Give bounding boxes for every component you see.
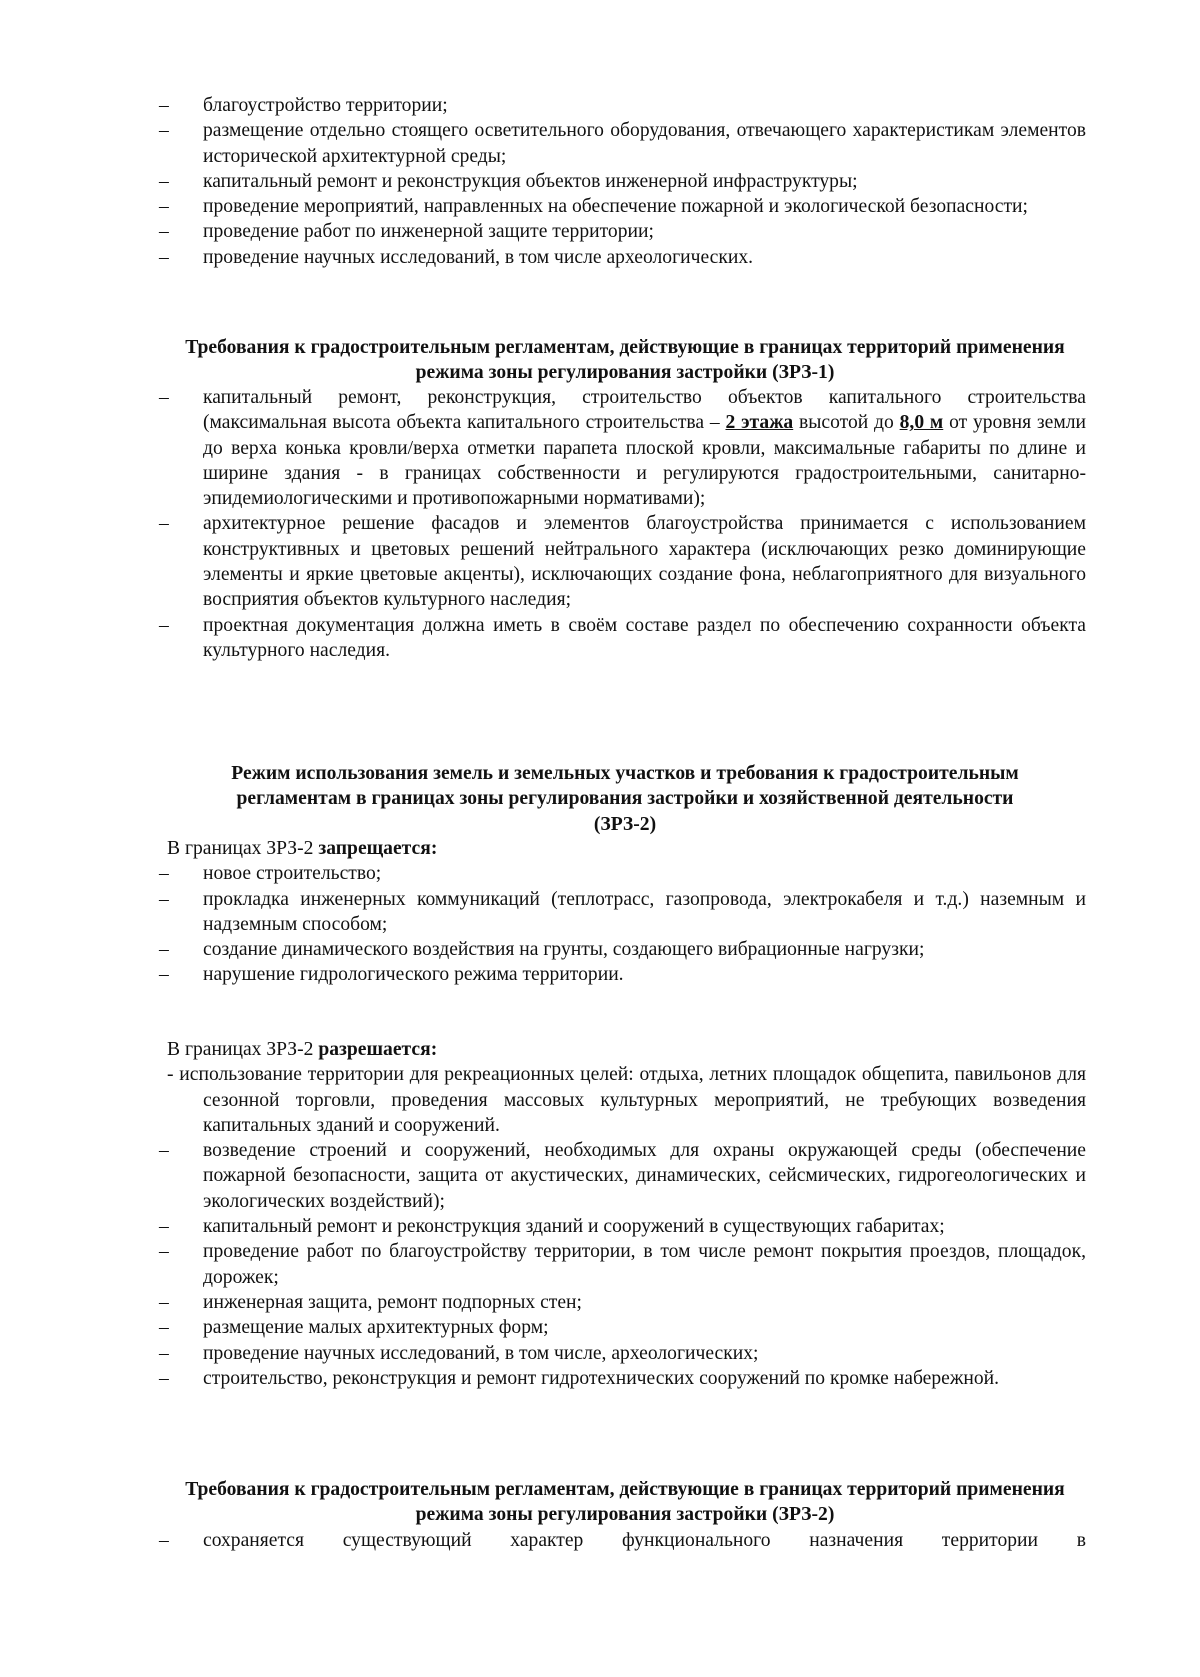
list-permitted-works <box>167 93 1086 270</box>
prohibited-section <box>167 836 1086 988</box>
list-item: – сохраняется существующий характер функционального назначения территории в <box>167 1528 1086 1553</box>
list-item: – благоустройство территории; <box>167 93 1086 118</box>
list-item: – капитальный ремонт и реконструкция объектов инженерной инфраструктуры; <box>167 169 1086 194</box>
list-item: – создание динамического воздействия на грунты, создающего вибрационные нагрузки; <box>167 937 1086 962</box>
list-item: – проведение работ по благоустройству территории, в том числе ремонт покрытия проездов, площадок, дорожек; <box>167 1239 1086 1290</box>
list-item: – прокладка инженерных коммуникаций (теплотрасс, газопровода, электрокабеля и т.д.) наземным и надземным способом; <box>167 887 1086 938</box>
list-item: – проектная документация должна иметь в своём составе раздел по обеспечению сохранности объекта культурного наследия. <box>167 613 1086 664</box>
list-item: – нарушение гидрологического режима территории. <box>167 962 1086 987</box>
list-item: - использование территории для рекреационных целей: отдыха, летних площадок общепита, павильонов для сезонной торговли, проведения массовых культурных мероприятий, не требующих возведения капитальных зданий и сооружений. <box>167 1064 1086 1136</box>
list-item: – проведение работ по инженерной защите территории; <box>167 219 1086 244</box>
list-item: – капитальный ремонт, реконструкция, строительство объектов капитального строительства (максимальная высота объекта капитального строительства – 2 этажа высотой до 8,0 м от уровня земли до верха конька кровли/верха отметки парапета плоской кровли, максимальные габариты по длине и ширине здания - в границах собственности и регулируются градостроительными, санитарно-эпидемиологическими и противопожарными нормативами); <box>167 385 1086 511</box>
list-item: – архитектурное решение фасадов и элементов благоустройства принимается с использованием конструктивных и цветовых решений нейтрального характера (исключающих резко доминирующие элементы и яркие цветовые акценты), исключающих создание фона, неблагоприятного для визуального восприятия объектов культурного наследия; <box>167 511 1086 612</box>
list-item: – проведение научных исследований, в том числе археологических. <box>167 245 1086 270</box>
list-zrz2-requirements <box>167 1528 1086 1553</box>
list-item: – возведение строений и сооружений, необходимых для охраны окружающей среды (обеспечение пожарной безопасности, защита от акустических, динамических, сейсмических, гидрогеологических и экологических воздействий); <box>167 1138 1086 1214</box>
list-item: – проведение мероприятий, направленных на обеспечение пожарной и экологической безопасности; <box>167 194 1086 219</box>
section-heading-zrz2-regime: Режим использования земель и земельных участков и требования к градостроительным регламентам в границах зоны регулирования застройки и хозяйственной деятельности (ЗРЗ-2) <box>231 763 1019 835</box>
list-item: – проведение научных исследований, в том числе, археологических; <box>167 1341 1086 1366</box>
max-floors-value: 2 этажа <box>725 412 794 434</box>
allowed-section <box>167 1037 1086 1391</box>
section-heading-zrz2-requirements: Требования к градостроительным регламентам, действующие в границах территорий применения режима зоны регулирования застройки (ЗРЗ-2) <box>185 1479 1065 1526</box>
list-item: – капитальный ремонт и реконструкция зданий и сооружений в существующих габаритах; <box>167 1214 1086 1239</box>
prohibited-intro: В границах ЗРЗ-2 запрещается: <box>167 838 438 859</box>
list-zrz1-requirements <box>167 385 1086 663</box>
list-item: – новое строительство; <box>167 861 1086 886</box>
allowed-intro: В границах ЗРЗ-2 разрешается: <box>167 1039 438 1060</box>
list-item: – инженерная защита, ремонт подпорных стен; <box>167 1290 1086 1315</box>
section-heading-zrz1: Требования к градостроительным регламентам, действующие в границах территорий применения режима зоны регулирования застройки (ЗРЗ-1) <box>185 337 1065 384</box>
list-item: – размещение отдельно стоящего осветительного оборудования, отвечающего характеристикам элементов исторической архитектурной среды; <box>167 118 1086 169</box>
max-height-value: 8,0 м <box>899 412 944 434</box>
list-item: – строительство, реконструкция и ремонт гидротехнических сооружений по кромке набережной. <box>167 1366 1086 1391</box>
list-item: – размещение малых архитектурных форм; <box>167 1315 1086 1340</box>
